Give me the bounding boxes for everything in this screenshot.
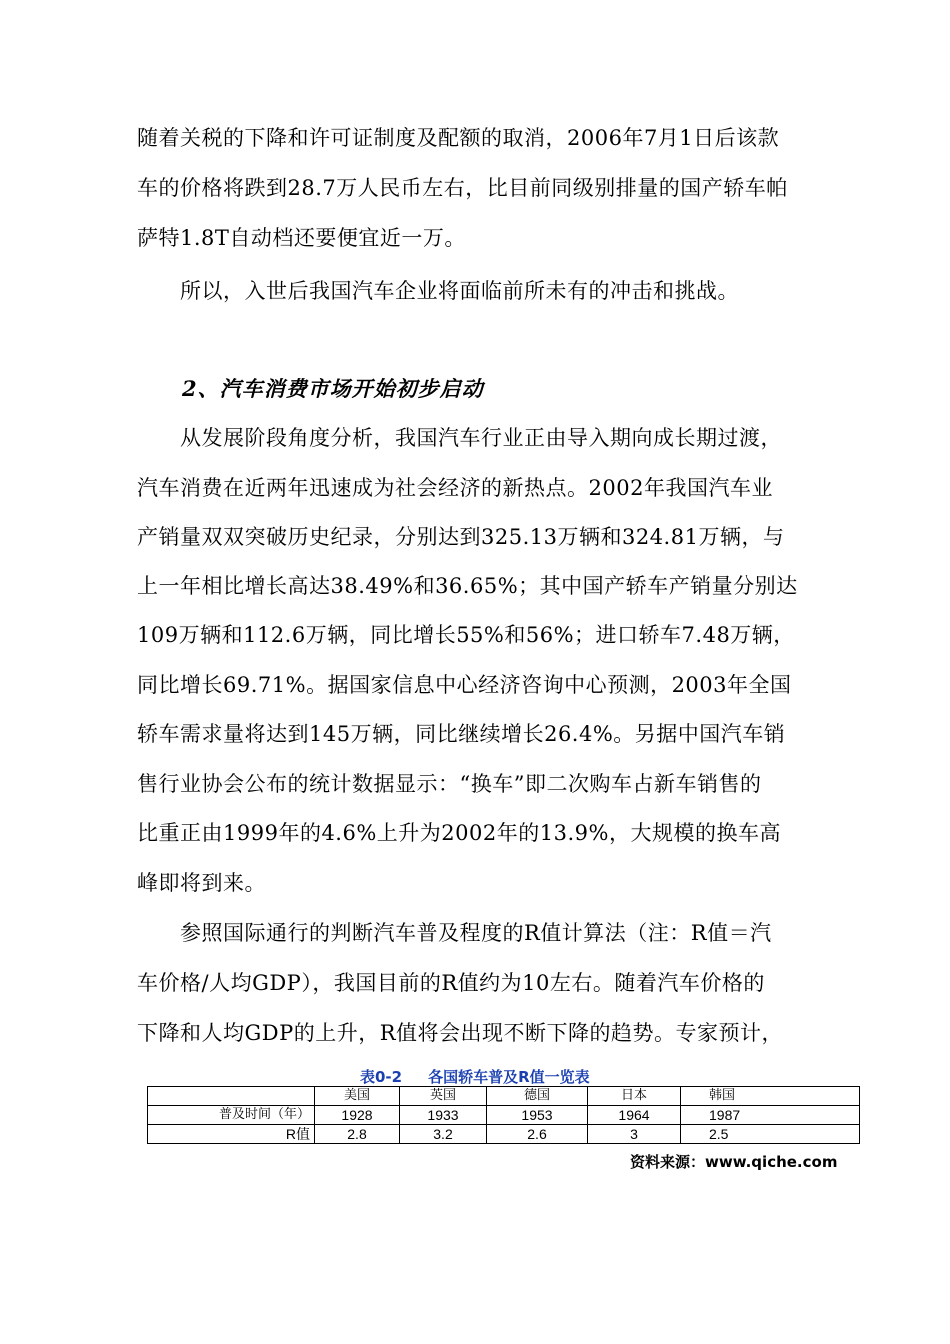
- table-row: [148, 1106, 860, 1125]
- table-cell: 3: [588, 1125, 681, 1144]
- table-header-cell: 英国: [400, 1087, 487, 1106]
- r-value-table: [147, 1086, 860, 1144]
- table-source: 资料来源：www.qiche.com: [630, 1153, 838, 1171]
- body-text-line: 轿车需求量将达到145万辆，同比继续增长26.4%。另据中国汽车销: [137, 722, 786, 746]
- table-header-cell: 韩国: [681, 1087, 860, 1106]
- table-caption-title: 各国轿车普及R值一览表: [428, 1068, 590, 1086]
- body-text-line: 车的价格将跌到28.7万人民币左右，比目前同级别排量的国产轿车帕: [137, 176, 788, 200]
- body-text-line: 随着关税的下降和许可证制度及配额的取消，2006年7月1日后该款: [137, 126, 780, 150]
- body-text-line: 上一年相比增长高达38.49%和36.65%；其中国产轿车产销量分别达: [137, 574, 798, 598]
- table-cell: 1964: [588, 1106, 681, 1125]
- body-text-line: 参照国际通行的判断汽车普及程度的R值计算法（注：R值＝汽: [137, 921, 772, 945]
- body-text-line: 汽车消费在近两年迅速成为社会经济的新热点。2002年我国汽车业: [137, 476, 773, 500]
- table-caption-number: 表0-2: [360, 1068, 403, 1086]
- table-header-cell: [148, 1087, 315, 1106]
- table-cell: 2.8: [315, 1125, 400, 1144]
- body-text-line: 售行业协会公布的统计数据显示：“换车”即二次购车占新车销售的: [137, 772, 762, 796]
- section-heading: 2、汽车消费市场开始初步启动: [182, 376, 484, 401]
- body-text-line: 109万辆和112.6万辆，同比增长55%和56%；进口轿车7.48万辆，: [137, 623, 795, 647]
- table-cell: 1928: [315, 1106, 400, 1125]
- table-row: [148, 1125, 860, 1144]
- body-text-line: 产销量双双突破历史纪录，分别达到325.13万辆和324.81万辆，与: [137, 525, 785, 549]
- table-cell: 2.5: [681, 1125, 860, 1144]
- table-cell: 1987: [681, 1106, 860, 1125]
- table-cell: 1953: [487, 1106, 588, 1125]
- table-row-label: R值: [148, 1125, 315, 1144]
- body-text-line: 同比增长69.71%。据国家信息中心经济咨询中心预测，2003年全国: [137, 673, 792, 697]
- table-header-cell: 日本: [588, 1087, 681, 1106]
- body-text-line: 从发展阶段角度分析，我国汽车行业正由导入期向成长期过渡，: [137, 426, 782, 450]
- body-text-line: 比重正由1999年的4.6%上升为2002年的13.9%，大规模的换车高: [137, 821, 781, 845]
- table-caption: [360, 1066, 590, 1087]
- body-text-line: 所以，入世后我国汽车企业将面临前所未有的冲击和挑战。: [137, 279, 739, 303]
- body-text-line: 峰即将到来。: [137, 871, 266, 895]
- table-row-label: 普及时间（年）: [148, 1106, 315, 1125]
- table-cell: 2.6: [487, 1125, 588, 1144]
- table-cell: 1933: [400, 1106, 487, 1125]
- table-cell: 3.2: [400, 1125, 487, 1144]
- table-header-cell: 美国: [315, 1087, 400, 1106]
- body-text-line: 下降和人均GDP的上升，R值将会出现不断下降的趋势。专家预计，: [137, 1021, 784, 1045]
- table-header-cell: 德国: [487, 1087, 588, 1106]
- table-header-row: [148, 1087, 860, 1106]
- body-text-line: 萨特1.8T自动档还要便宜近一万。: [137, 226, 466, 250]
- body-text-line: 车价格/人均GDP），我国目前的R值约为10左右。随着汽车价格的: [137, 971, 765, 995]
